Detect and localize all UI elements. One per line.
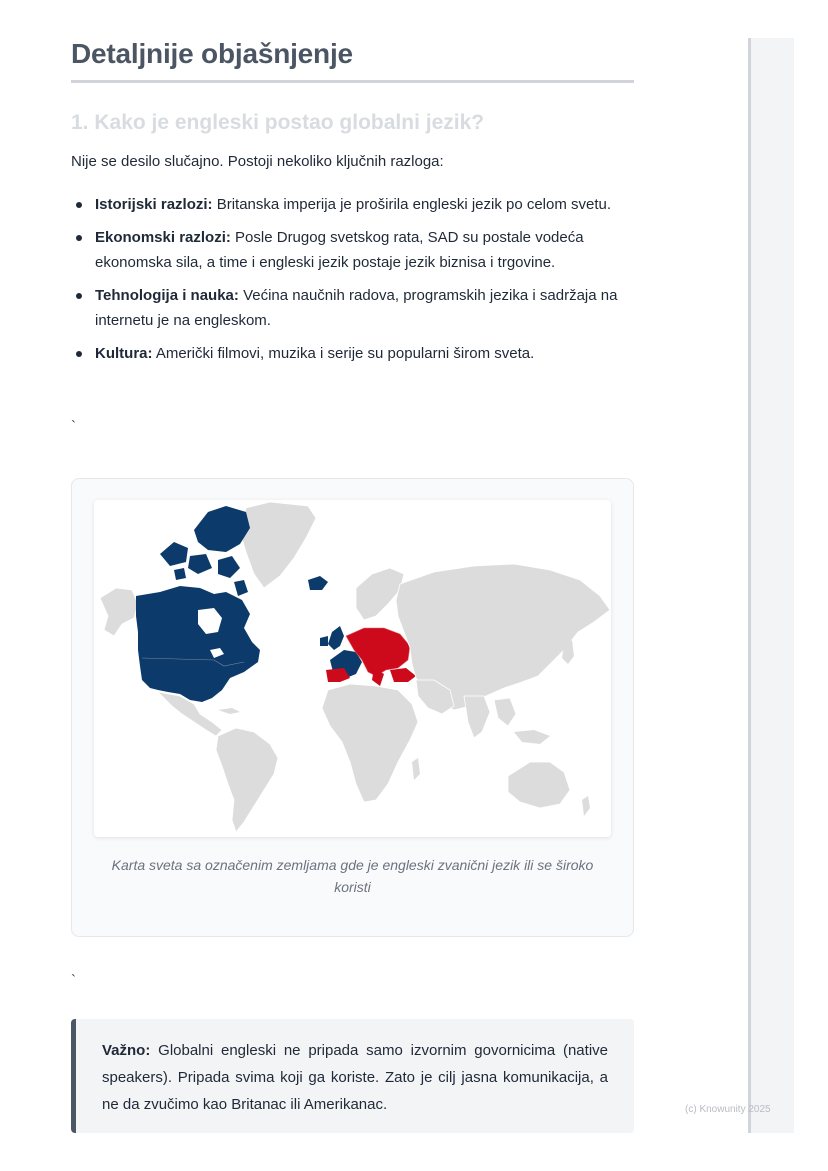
reasons-list bbox=[71, 192, 634, 366]
reason-text: Američki filmovi, muzika i serije su popularni širom sveta. bbox=[152, 345, 535, 362]
south-america-shape bbox=[216, 728, 278, 832]
main-content bbox=[71, 38, 634, 374]
australia-shape bbox=[508, 762, 570, 808]
intro-text: Nije se desilo slučajno. Postoji nekoliko ključnih razloga: bbox=[71, 153, 444, 170]
stray-backtick: ` bbox=[71, 418, 76, 435]
europe-highlight-red bbox=[390, 668, 416, 682]
arctic-islands-shape bbox=[218, 556, 240, 578]
arctic-islands-shape bbox=[174, 568, 186, 580]
madagascar-shape bbox=[412, 758, 420, 780]
arctic-islands-shape bbox=[160, 542, 188, 566]
africa-shape bbox=[322, 684, 418, 802]
new-zealand-shape bbox=[582, 796, 590, 816]
important-note bbox=[71, 1019, 634, 1133]
north-america-highlight bbox=[136, 586, 260, 702]
reason-text: Većina naučnih radova, programskih jezika i sadržaja na internetu je na engleskom. bbox=[95, 287, 618, 329]
southeast-asia-shape bbox=[514, 730, 550, 744]
note-label: Važno: bbox=[102, 1042, 151, 1059]
bullet-icon bbox=[76, 293, 82, 299]
uk-ireland-highlight bbox=[320, 636, 328, 646]
bullet-icon bbox=[76, 235, 82, 241]
arctic-islands-shape bbox=[194, 506, 250, 552]
map-caption: Karta sveta sa označenim zemljama gde je engleski zvanični jezik ili se široko koristi bbox=[111, 857, 594, 895]
reason-text: Posle Drugog svetskog rata, SAD su postale vodeća ekonomska sila, a time i engleski jezik postaje jezik biznisa i trgovine. bbox=[95, 229, 584, 271]
reason-label: Tehnologija i nauka: bbox=[95, 287, 239, 304]
section-title: 1. Kako je engleski postao globalni jezik? bbox=[71, 111, 485, 134]
caribbean-shape bbox=[218, 708, 240, 714]
list-item bbox=[71, 341, 634, 366]
arctic-islands-shape bbox=[234, 580, 248, 596]
reason-label: Istorijski razlozi: bbox=[95, 196, 213, 213]
page-heading: Detaljnije objašnjenje bbox=[71, 38, 634, 83]
southeast-asia-shape bbox=[494, 698, 516, 726]
greenland-shape bbox=[240, 502, 316, 588]
uk-ireland-highlight bbox=[328, 626, 344, 650]
world-map-illustration bbox=[94, 500, 611, 837]
list-item bbox=[71, 283, 634, 333]
note-text: Globalni engleski ne pripada samo izvornim govornicima (native speakers). Pripada svima koji ga koriste. Zato je cilj jasna komunikacija, a ne da zvučimo kao Britanac ili Amerikanac. bbox=[102, 1042, 608, 1113]
stray-backtick: ` bbox=[71, 972, 76, 989]
list-item bbox=[71, 225, 634, 275]
copyright-text: (c) Knowunity 2025 bbox=[685, 1104, 771, 1115]
reason-text: Britanska imperija je proširila engleski jezik po celom svetu. bbox=[212, 196, 612, 213]
alaska-shape bbox=[100, 588, 138, 636]
reason-label: Kultura: bbox=[95, 345, 153, 362]
list-item bbox=[71, 192, 634, 217]
map-figure bbox=[71, 478, 634, 937]
india-shape bbox=[464, 696, 490, 738]
world-map bbox=[94, 500, 611, 837]
bullet-icon bbox=[76, 202, 82, 208]
arctic-islands-shape bbox=[188, 554, 212, 574]
reason-label: Ekonomski razlozi: bbox=[95, 229, 231, 246]
side-strip bbox=[748, 38, 794, 1133]
iceland-shape bbox=[308, 576, 328, 590]
scandinavia-shape bbox=[356, 568, 404, 620]
bullet-icon bbox=[76, 351, 82, 357]
